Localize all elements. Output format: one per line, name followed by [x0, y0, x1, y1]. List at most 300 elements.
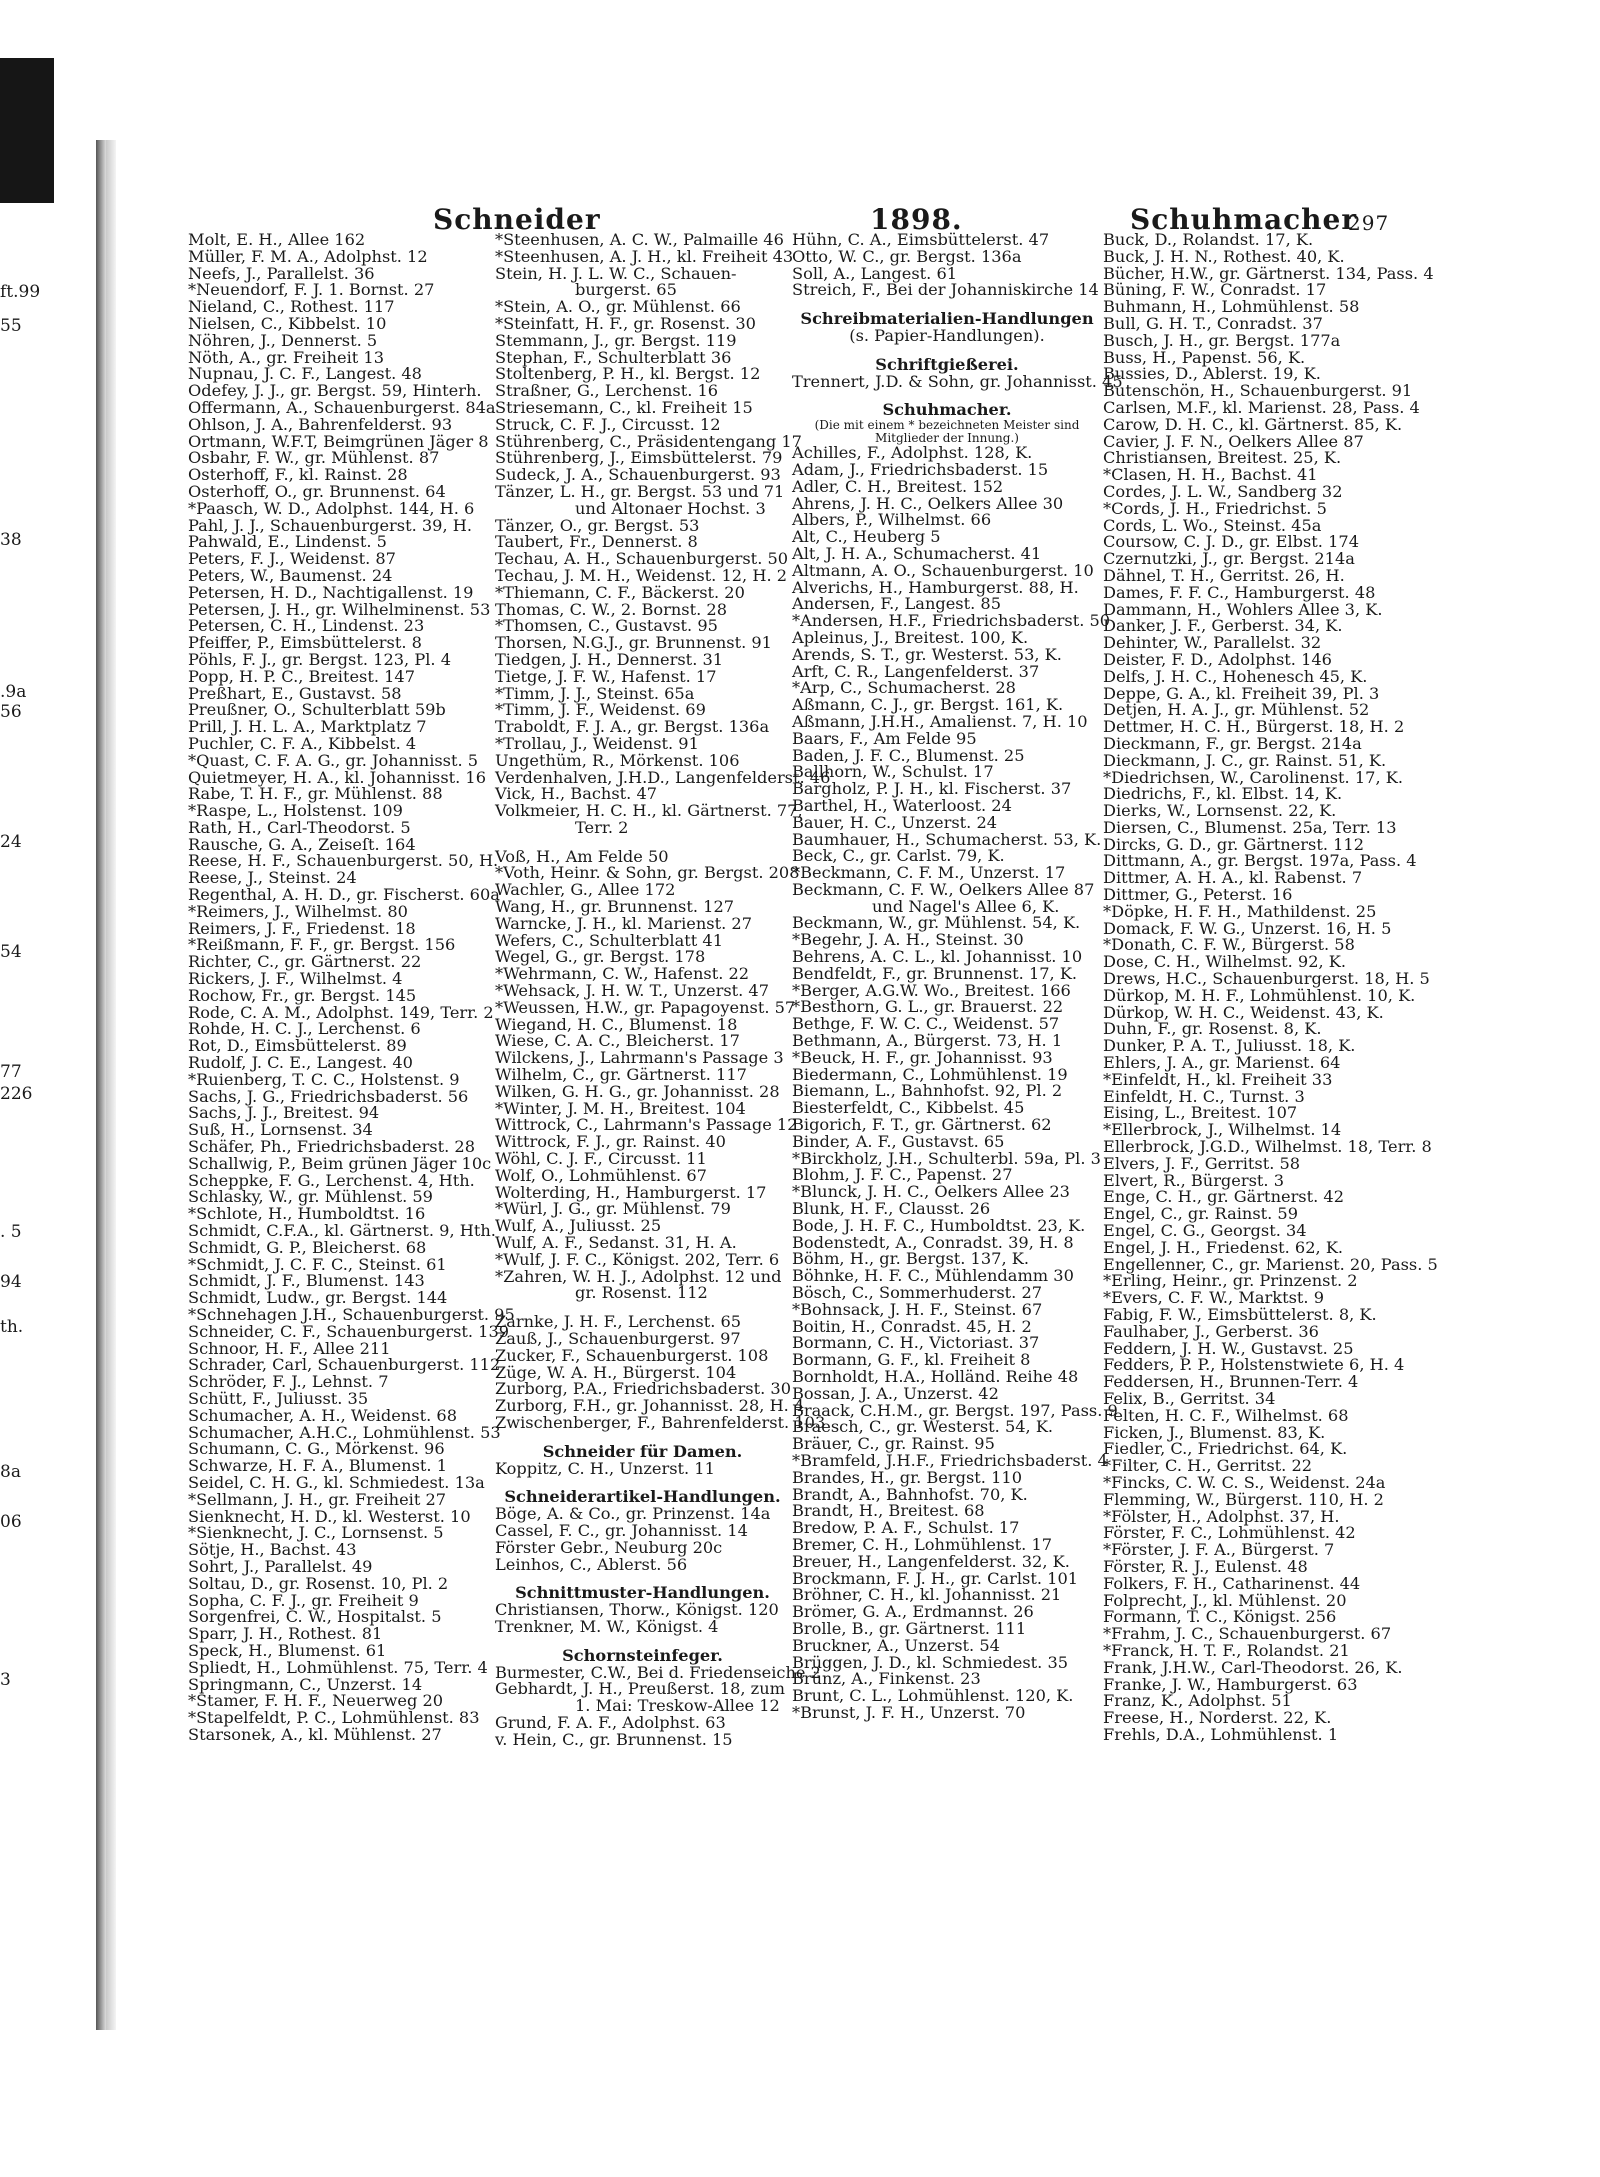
directory-entry: Carlsen, M.F., kl. Marienst. 28, Pass. 4 [1103, 397, 1420, 417]
directory-entry: Bormann, G. F., kl. Freiheit 8 [792, 1350, 1031, 1370]
directory-entry: Busch, J. H., gr. Bergst. 177a [1103, 330, 1341, 350]
directory-entry: Prill, J. H. L. A., Marktplatz 7 [188, 717, 427, 737]
page-gutter-edge [106, 140, 116, 2030]
directory-entry: Thorsen, N.G.J., gr. Brunnenst. 91 [495, 633, 772, 653]
directory-entry: Bösch, C., Sommerhuderst. 27 [792, 1283, 1043, 1303]
directory-entry: Braack, C.H.M., gr. Bergst. 197, Pass. 9 [792, 1400, 1118, 1420]
directory-entry: Buck, J. H. N., Rothest. 40, K. [1103, 246, 1345, 266]
directory-entry: *Ellerbrock, J., Wilhelmst. 14 [1103, 1120, 1342, 1140]
directory-entry: Baden, J. F. C., Blumenst. 25 [792, 745, 1025, 765]
directory-entry: *Weussen, H.W., gr. Papagoyenst. 57 [495, 997, 796, 1017]
directory-entry: Bornholdt, H.A., Holländ. Reihe 48 [792, 1367, 1079, 1386]
directory-entry: Buss, H., Papenst. 56, K. [1103, 347, 1306, 367]
directory-entry: Speck, H., Blumenst. 61 [188, 1640, 387, 1660]
directory-entry: Pahl, J. J., Schauenburgerst. 39, H. [188, 515, 473, 535]
directory-entry: Striesemann, C., kl. Freiheit 15 [495, 397, 753, 417]
directory-entry: Schütt, F., Juliusst. 35 [188, 1388, 369, 1408]
directory-entry: *Andersen, H.F., Friedrichsbaderst. 50 [792, 611, 1111, 631]
directory-entry: Hühn, C. A., Eimsbüttelerst. 47 [792, 230, 1050, 249]
directory-entry: Sienknecht, H. D., kl. Westerst. 10 [188, 1506, 471, 1526]
directory-entry: Soll, A., Langest. 61 [792, 263, 958, 283]
directory-entry: Formann, T. C., Königst. 256 [1103, 1607, 1337, 1627]
directory-entry: *Stamer, F. H. F., Neuerweg 20 [188, 1691, 444, 1711]
directory-entry: Enge, C. H., gr. Gärtnerst. 42 [1103, 1187, 1345, 1207]
directory-entry: Fedders, P. P., Holstenstwiete 6, H. 4 [1103, 1355, 1405, 1375]
directory-entry: Schumann, C. G., Mörkenst. 96 [188, 1439, 445, 1459]
directory-entry: *Filter, C. H., Gerritst. 22 [1103, 1456, 1313, 1476]
directory-entry: Schnoor, H. F., Allee 211 [188, 1338, 391, 1358]
directory-entry: *Reißmann, F. F., gr. Bergst. 156 [188, 935, 456, 955]
directory-entry: Ahrens, J. H. C., Oelkers Allee 30 [792, 493, 1064, 513]
directory-entry: Engel, C., gr. Rainst. 59 [1103, 1204, 1299, 1224]
directory-entry: Popp, H. P. C., Breitest. 147 [188, 666, 416, 686]
column-1 [188, 230, 515, 1744]
directory-entry: Wittrock, F. J., gr. Rainst. 40 [495, 1132, 726, 1152]
directory-entry: Wefers, C., Schulterblatt 41 [495, 930, 723, 950]
directory-entry: Schlasky, W., gr. Mühlenst. 59 [188, 1187, 433, 1207]
directory-entry: Regenthal, A. H. D., gr. Fischerst. 60a [188, 885, 500, 905]
directory-entry: *Diedrichsen, W., Carolinenst. 17, K. [1103, 767, 1403, 787]
directory-entry: Otto, W. C., gr. Bergst. 136a [792, 246, 1022, 266]
directory-entry: 1. Mai: Treskow-Allee 12 [575, 1696, 780, 1716]
directory-entry: Drews, H.C., Schauenburgerst. 18, H. 5 [1103, 969, 1430, 989]
directory-entry: Albers, P., Wilhelmst. 66 [792, 510, 992, 530]
directory-entry: *Clasen, H. H., Bachst. 41 [1103, 465, 1318, 485]
prev-page-fragment: . 5 [0, 1222, 22, 1242]
directory-entry: *Förster, J. F. A., Bürgerst. 7 [1103, 1540, 1335, 1560]
prev-page-fragment: .9a [0, 682, 27, 702]
directory-entry: Fiedler, C., Friedrichst. 64, K. [1103, 1439, 1348, 1459]
directory-entry: Dierks, W., Lornsenst. 22, K. [1103, 801, 1337, 821]
directory-entry: Ballhorn, W., Schulst. 17 [792, 762, 994, 782]
directory-entry: Ungethüm, R., Mörkenst. 106 [495, 750, 740, 770]
directory-entry: Brunt, C. L., Lohmühlenst. 120, K. [792, 1686, 1074, 1706]
directory-entry: Techau, A. H., Schauenburgerst. 50 [495, 549, 789, 569]
directory-entry: Biesterfeldt, C., Kibbelst. 45 [792, 1098, 1025, 1118]
prev-page-fragment: 226 [0, 1084, 33, 1104]
directory-entry: Arft, C. R., Langenfelderst. 37 [792, 661, 1040, 681]
directory-entry: Schwarze, H. F. A., Blumenst. 1 [188, 1456, 448, 1476]
directory-entry: Spliedt, H., Lohmühlenst. 75, Terr. 4 [188, 1657, 488, 1677]
directory-entry: Dettmer, H. C. H., Bürgerst. 18, H. 2 [1103, 717, 1405, 737]
directory-entry: *Beuck, H. F., gr. Johannisst. 93 [792, 1047, 1053, 1067]
directory-entry: Osterhoff, O., gr. Brunnenst. 64 [188, 481, 446, 501]
directory-entry: Baars, F., Am Felde 95 [792, 728, 977, 748]
directory-entry: Alt, J. H. A., Schumacherst. 41 [792, 543, 1042, 563]
directory-entry: Molt, E. H., Allee 162 [188, 230, 366, 249]
directory-entry: Quietmeyer, H. A., kl. Johannisst. 16 [188, 767, 487, 787]
directory-entry: *Brunst, J. F. H., Unzerst. 70 [792, 1702, 1026, 1722]
directory-entry: Osterhoff, F., kl. Rainst. 28 [188, 465, 408, 485]
directory-entry: Alt, C., Heuberg 5 [792, 527, 941, 547]
directory-entry: Beckmann, C. F. W., Oelkers Allee 87 [792, 879, 1095, 899]
directory-entry: *Wulf, J. F. C., Königst. 202, Terr. 6 [495, 1249, 780, 1269]
directory-entry: Sparr, J. H., Rothest. 81 [188, 1624, 383, 1644]
directory-entry: *Begehr, J. A. H., Steinst. 30 [792, 930, 1024, 950]
directory-entry: Starsonek, A., kl. Mühlenst. 27 [188, 1724, 442, 1744]
page-number: 297 [1348, 211, 1390, 235]
directory-entry: *Sellmann, J. H., gr. Freiheit 27 [188, 1489, 447, 1509]
directory-entry: Bull, G. H. T., Conradst. 37 [1103, 313, 1323, 333]
directory-entry: Flemming, W., Bürgerst. 110, H. 2 [1103, 1489, 1384, 1509]
directory-entry: Schallwig, P., Beim grünen Jäger 10c [188, 1153, 492, 1173]
directory-entry: *Timm, J. F., Weidenst. 69 [495, 700, 706, 720]
directory-entry: *Bramfeld, J.H.F., Friedrichsbaderst. 4 [792, 1450, 1108, 1470]
directory-entry: Stephan, F., Schulterblatt 36 [495, 347, 732, 367]
prev-page-fragment: 24 [0, 832, 22, 852]
directory-entry: Folprecht, J., kl. Mühlenst. 20 [1103, 1590, 1347, 1610]
directory-entry: Engel, J. H., Friedenst. 62, K. [1103, 1237, 1344, 1257]
directory-entry: *Würl, J. G., gr. Mühlenst. 79 [495, 1199, 731, 1219]
directory-entry: Wilken, G. H. G., gr. Johannisst. 28 [495, 1081, 780, 1101]
directory-entry: *Franck, H. T. F., Rolandst. 21 [1103, 1640, 1350, 1660]
directory-entry: Bauer, H. C., Unzerst. 24 [792, 812, 998, 832]
directory-entry: Rath, H., Carl-Theodorst. 5 [188, 817, 411, 837]
directory-entry: Dose, C. H., Wilhelmst. 92, K. [1103, 952, 1347, 972]
section-heading: Schneiderartikel-Handlungen. [504, 1487, 781, 1507]
directory-entry: Preßhart, E., Gustavst. 58 [188, 683, 402, 703]
directory-entry: *Frahm, J. C., Schauenburgerst. 67 [1103, 1624, 1392, 1644]
directory-entry: Blohm, J. F. C., Papenst. 27 [792, 1165, 1013, 1185]
directory-entry: Buhmann, H., Lohmühlenst. 58 [1103, 297, 1360, 317]
column-2 [495, 230, 831, 1749]
directory-entry: Osbahr, F. W., gr. Mühlenst. 87 [188, 448, 440, 468]
directory-entry: Wachler, G., Allee 172 [495, 880, 676, 900]
directory-entry: Trennert, J.D. & Sohn, gr. Johannisst. 45 [792, 371, 1123, 391]
directory-entry: *Cords, J. H., Friedrichst. 5 [1103, 498, 1327, 518]
directory-entry: Feddersen, H., Brunnen-Terr. 4 [1103, 1372, 1359, 1392]
header-year: 1898. [870, 203, 963, 236]
directory-entry: Dehinter, W., Parallelst. 32 [1103, 633, 1322, 653]
page-gutter [96, 140, 106, 2030]
directory-entry: und Altonaer Hochst. 3 [575, 498, 766, 518]
directory-entry: Cordes, J. L. W., Sandberg 32 [1103, 481, 1343, 501]
directory-entry: Rot, D., Eimsbüttelerst. 89 [188, 1036, 407, 1056]
section-heading: Schuhmacher. [882, 400, 1012, 420]
directory-entry: Struck, C. F. J., Circusst. 12 [495, 414, 721, 434]
directory-entry: *Stein, A. O., gr. Mühlenst. 66 [495, 297, 741, 317]
directory-entry: Franke, J. W., Hamburgerst. 63 [1103, 1674, 1358, 1694]
directory-entry: Förster, R. J., Eulenst. 48 [1103, 1556, 1308, 1576]
directory-entry: Wulf, A., Juliusst. 25 [495, 1216, 662, 1236]
directory-entry: Adler, C. H., Breitest. 152 [792, 476, 1004, 496]
directory-entry: Faulhaber, J., Gerberst. 36 [1103, 1321, 1319, 1341]
directory-entry: Wittrock, C., Lahrmann's Passage 12 [495, 1115, 798, 1135]
directory-entry: Traboldt, F. J. A., gr. Bergst. 136a [495, 717, 770, 737]
directory-entry: Bredow, P. A. F., Schulst. 17 [792, 1518, 1020, 1538]
prev-page-fragment: 55 [0, 316, 22, 336]
directory-entry: Beckmann, W., gr. Mühlenst. 54, K. [792, 913, 1081, 933]
directory-entry: Rochow, Fr., gr. Bergst. 145 [188, 985, 417, 1005]
directory-entry: Diedrichs, F., kl. Elbst. 14, K. [1103, 784, 1343, 804]
directory-entry: *Birckholz, J.H., Schulterbl. 59a, Pl. 3 [792, 1148, 1101, 1168]
directory-entry: *Einfeldt, H., kl. Freiheit 33 [1103, 1069, 1333, 1089]
directory-entry: Böhm, H., gr. Bergst. 137, K. [792, 1249, 1029, 1269]
directory-entry: Bröhner, C. H., kl. Johannisst. 21 [792, 1585, 1062, 1605]
directory-entry: Brandt, A., Bahnhofst. 70, K. [792, 1484, 1028, 1504]
directory-entry: Achilles, F., Adolphst. 128, K. [792, 443, 1033, 463]
directory-entry: Sachs, J. G., Friedrichsbaderst. 56 [188, 1086, 469, 1106]
directory-entry: *Schnehagen J.H., Schauenburgerst. 95 [188, 1305, 515, 1324]
directory-entry: Bendfeldt, F., gr. Brunnenst. 17, K. [792, 963, 1078, 983]
directory-entry: Dammann, H., Wohlers Allee 3, K. [1103, 599, 1383, 619]
directory-entry: Schmidt, Ludw., gr. Bergst. 144 [188, 1288, 448, 1308]
directory-entry: Tänzer, O., gr. Bergst. 53 [495, 515, 700, 535]
section-heading: Schneider für Damen. [542, 1441, 743, 1461]
directory-entry: Dircks, G. D., gr. Gärtnerst. 112 [1103, 834, 1365, 854]
prev-page-fragment: 56 [0, 702, 22, 722]
directory-entry: *Wehrmann, C. W., Hafenst. 22 [495, 964, 750, 984]
directory-entry: Bossan, J. A., Unzerst. 42 [792, 1383, 999, 1403]
directory-entry: Ficken, J., Blumenst. 83, K. [1103, 1422, 1326, 1442]
directory-entry: *Quast, C. F. A. G., gr. Johannisst. 5 [188, 750, 479, 770]
section-heading: Schnittmuster-Handlungen. [515, 1583, 770, 1603]
directory-entry: Petersen, H. D., Nachtigallenst. 19 [188, 582, 474, 602]
directory-entry: Bräuer, C., gr. Rainst. 95 [792, 1434, 995, 1454]
directory-entry: Bussies, D., Ablerst. 19, K. [1103, 364, 1321, 384]
directory-entry: Dieckmann, J. C., gr. Rainst. 51, K. [1103, 750, 1387, 770]
directory-entry: Wöhl, C. J. F., Circusst. 11 [495, 1149, 707, 1169]
prev-page-fragment: 54 [0, 942, 22, 962]
directory-entry: Dittmer, G., Peterst. 16 [1103, 885, 1293, 905]
directory-entry: Dames, F. F. C., Hamburgerst. 48 [1103, 582, 1376, 602]
directory-entry: Brandes, H., gr. Bergst. 110 [792, 1467, 1022, 1487]
directory-entry: Wolf, O., Lohmühlenst. 67 [495, 1165, 707, 1185]
directory-entry: Ehlers, J. A., gr. Marienst. 64 [1103, 1053, 1341, 1073]
directory-entry: *Reimers, J., Wilhelmst. 80 [188, 901, 408, 921]
directory-entry: *Steinfatt, H. F., gr. Rosenst. 30 [495, 313, 756, 333]
directory-entry: Rudolf, J. C. E., Langest. 40 [188, 1053, 413, 1073]
directory-entry: Adam, J., Friedrichsbaderst. 15 [792, 459, 1049, 479]
directory-entry: Schmidt, J. F., Blumenst. 143 [188, 1271, 425, 1291]
directory-entry: Sachs, J. J., Breitest. 94 [188, 1103, 380, 1123]
directory-entry: gr. Rosenst. 112 [575, 1283, 708, 1303]
directory-entry: *Zahren, W. H. J., Adolphst. 12 und [495, 1266, 782, 1286]
directory-entry: Warncke, J. H., kl. Marienst. 27 [495, 913, 752, 933]
directory-entry: Zurborg, P.A., Friedrichsbaderst. 30 [495, 1379, 791, 1399]
directory-entry: Preußner, O., Schulterblatt 59b [188, 700, 446, 720]
directory-entry: Bethge, F. W. C. C., Weidenst. 57 [792, 1014, 1060, 1034]
directory-entry: Arends, S. T., gr. Westerst. 53, K. [792, 644, 1062, 664]
directory-entry: Thomas, C. W., 2. Bornst. 28 [495, 599, 728, 619]
directory-entry: Frehls, D.A., Lohmühlenst. 1 [1103, 1724, 1339, 1744]
directory-entry: Fabig, F. W., Eimsbüttelerst. 8, K. [1103, 1305, 1377, 1324]
prev-page-fragment: 06 [0, 1512, 22, 1532]
directory-entry: Bodenstedt, A., Conradst. 39, H. 8 [792, 1232, 1074, 1252]
directory-entry: Grund, F. A. F., Adolphst. 63 [495, 1712, 726, 1732]
directory-entry: Koppitz, C. H., Unzerst. 11 [495, 1458, 715, 1478]
directory-entry: Bruckner, A., Unzerst. 54 [792, 1635, 1000, 1655]
directory-entry: Volkmeier, H. C. H., kl. Gärtnerst. 77, [495, 801, 803, 821]
directory-entry: Dittmer, A. H. A., kl. Rabenst. 7 [1103, 868, 1363, 888]
directory-entry: Schröder, F. J., Lehnst. 7 [188, 1372, 389, 1392]
directory-entry: Brünz, A., Finkenst. 23 [792, 1669, 981, 1689]
directory-entry: Biedermann, C., Lohmühlenst. 19 [792, 1064, 1068, 1084]
directory-entry: *Wehsack, J. H. W. T., Unzerst. 47 [495, 981, 770, 1001]
directory-entry: Reese, H. F., Schauenburgerst. 50, H. [188, 851, 499, 871]
directory-entry: Aßmann, C. J., gr. Bergst. 161, K. [792, 695, 1064, 715]
directory-entry: Brockmann, F. J. H., gr. Carlst. 101 [792, 1568, 1079, 1588]
directory-entry: Stührenberg, J., Eimsbüttelerst. 79 [495, 448, 783, 468]
section-heading: Schriftgießerei. [875, 354, 1019, 374]
directory-entry: Neefs, J., Parallelst. 36 [188, 263, 375, 283]
directory-entry: Springmann, C., Unzerst. 14 [188, 1674, 423, 1694]
directory-entry: Richter, C., gr. Gärtnerst. 22 [188, 952, 422, 972]
directory-entry: Züge, W. A. H., Bürgerst. 104 [495, 1362, 737, 1382]
directory-entry: Sorgenfrei, C. W., Hospitalst. 5 [188, 1607, 442, 1627]
directory-entry: *Evers, C. F. W., Marktst. 9 [1103, 1288, 1324, 1308]
directory-entry: Offermann, A., Schauenburgerst. 84a [188, 397, 496, 417]
directory-entry: Danker, J. F., Gerberst. 34, K. [1103, 616, 1343, 636]
directory-entry: Nielsen, C., Kibbelst. 10 [188, 313, 387, 333]
directory-entry: Altmann, A. O., Schauenburgerst. 10 [792, 560, 1094, 580]
directory-entry: Cassel, F. C., gr. Johannisst. 14 [495, 1520, 748, 1540]
directory-entry: Bücher, H.W., gr. Gärtnerst. 134, Pass. 4 [1103, 263, 1434, 283]
directory-entry: Burmester, C.W., Bei d. Friedenseiche 2 [495, 1662, 821, 1682]
directory-entry: *Raspe, L., Holstenst. 109 [188, 801, 403, 821]
directory-entry: Braesch, C., gr. Westerst. 54, K. [792, 1417, 1054, 1437]
directory-entry: Reese, J., Steinst. 24 [188, 868, 357, 888]
directory-entry: *Blunck, J. H. C., Oelkers Allee 23 [792, 1182, 1070, 1202]
directory-entry: *Donath, C. F. W., Bürgerst. 58 [1103, 935, 1355, 955]
column-3 [792, 230, 1123, 1722]
directory-entry: Dürkop, W. H. C., Weidenst. 43, K. [1103, 1002, 1384, 1022]
directory-entry: Christiansen, Breitest. 25, K. [1103, 448, 1342, 468]
directory-entry: Puchler, C. F. A., Kibbelst. 4 [188, 733, 417, 753]
directory-entry: Peters, F. J., Weidenst. 87 [188, 549, 396, 569]
directory-entry: Behrens, A. C. L., kl. Johannisst. 10 [792, 947, 1083, 967]
directory-entry: Deister, F. D., Adolphst. 146 [1103, 649, 1332, 669]
directory-entry: Müller, F. M. A., Adolphst. 12 [188, 246, 428, 266]
directory-entry: Nupnau, J. C. F., Langest. 48 [188, 364, 422, 384]
directory-entry: Barthel, H., Waterloost. 24 [792, 795, 1012, 815]
section-heading: Schornsteinfeger. [562, 1645, 723, 1665]
directory-entry: Zauß, J., Schauenburgerst. 97 [495, 1329, 741, 1348]
directory-entry: Schäfer, Ph., Friedrichsbaderst. 28 [188, 1137, 476, 1157]
directory-entry: Dunker, P. A. T., Juliusst. 18, K. [1103, 1036, 1356, 1056]
directory-entry: Zucker, F., Schauenburgerst. 108 [495, 1345, 769, 1365]
directory-entry: Stein, H. J. L. W. C., Schauen- [495, 263, 737, 283]
directory-entry: Engel, C. G., Georgst. 34 [1103, 1221, 1307, 1241]
directory-entry: Boitin, H., Conradst. 45, H. 2 [792, 1316, 1032, 1336]
prev-page-fragment: 3 [0, 1670, 11, 1690]
directory-entry: Frank, J.H.W., Carl-Theodorst. 26, K. [1103, 1657, 1403, 1677]
directory-entry: Voß, H., Am Felde 50 [495, 846, 669, 866]
directory-entry: Wiegand, H. C., Blumenst. 18 [495, 1014, 738, 1034]
column-4 [1103, 230, 1438, 1744]
directory-entry: Folkers, F. H., Catharinenst. 44 [1103, 1573, 1361, 1593]
directory-entry: Petersen, C. H., Lindenst. 23 [188, 616, 425, 636]
directory-entry: Elvers, J. F., Gerritst. 58 [1103, 1153, 1301, 1173]
directory-entry: Stührenberg, C., Präsidentengang 17 [495, 431, 802, 451]
prev-page-fragment: 94 [0, 1272, 22, 1292]
directory-entry: Wolterding, H., Hamburgerst. 17 [495, 1182, 767, 1202]
directory-entry: Taubert, Fr., Dennerst. 8 [495, 532, 698, 552]
directory-entry: v. Hein, C., gr. Brunnenst. 15 [495, 1729, 733, 1749]
directory-entry: Apleinus, J., Breitest. 100, K. [792, 627, 1029, 647]
directory-entry: *Voth, Heinr. & Sohn, gr. Bergst. 208 [495, 863, 800, 883]
directory-entry: *Arp, C., Schumacherst. 28 [792, 678, 1016, 698]
header-left-keyword: Schneider [433, 203, 601, 236]
directory-entry: Bigorich, F. T., gr. Gärtnerst. 62 [792, 1115, 1052, 1135]
directory-entry: Ohlson, J. A., Bahrenfelderst. 93 [188, 414, 453, 434]
directory-entry: Baumhauer, H., Schumacherst. 53, K. [792, 829, 1102, 849]
directory-entry: Elvert, R., Bürgerst. 3 [1103, 1170, 1285, 1190]
directory-entry: Terr. 2 [575, 817, 629, 837]
directory-entry: Leinhos, C., Ablerst. 56 [495, 1554, 688, 1574]
directory-entry: Christiansen, Thorw., Königst. 120 [495, 1600, 779, 1620]
directory-entry: Beck, C., gr. Carlst. 79, K. [792, 846, 1005, 866]
directory-entry: *Schlote, H., Humboldtst. 16 [188, 1204, 426, 1224]
directory-entry: Gebhardt, J. H., Preußerst. 18, zum [495, 1679, 785, 1699]
directory-entry: Rickers, J. F., Wilhelmst. 4 [188, 969, 403, 989]
prev-page-fragment: 77 [0, 1062, 22, 1082]
directory-entry: Brolle, B., gr. Gärtnerst. 111 [792, 1618, 1027, 1638]
directory-entry: Nöhren, J., Dennerst. 5 [188, 330, 378, 350]
directory-entry: Wang, H., gr. Brunnenst. 127 [495, 897, 735, 917]
directory-entry: Pahwald, E., Lindenst. 5 [188, 532, 387, 552]
directory-entry: Nieland, C., Rothest. 117 [188, 297, 395, 317]
directory-entry: Stemmann, J., gr. Bergst. 119 [495, 330, 737, 350]
directory-entry: Blunk, H. F., Clausst. 26 [792, 1199, 991, 1219]
directory-entry: Tietge, J. F. W., Hafenst. 17 [495, 666, 717, 686]
directory-entry: *Winter, J. M. H., Breitest. 104 [495, 1098, 746, 1118]
directory-entry: *Stapelfeldt, P. C., Lohmühlenst. 83 [188, 1708, 480, 1728]
directory-entry: *Steenhusen, A. C. W., Palmaille 46 [495, 230, 784, 249]
directory-entry: Schneider, C. F., Schauenburgerst. 139 [188, 1321, 510, 1341]
directory-entry: Zurborg, F.H., gr. Johannisst. 28, H. 4 [495, 1396, 805, 1416]
directory-entry: Pöhls, F. J., gr. Bergst. 123, Pl. 4 [188, 649, 451, 669]
section-note: Mitglieder der Innung.) [875, 431, 1019, 446]
directory-entry: Straßner, G., Lerchenst. 16 [495, 381, 719, 401]
directory-entry: Odefey, J. J., gr. Bergst. 59, Hinterh. [188, 381, 482, 401]
directory-entry: Böge, A. & Co., gr. Prinzenst. 14a [495, 1504, 771, 1524]
prev-page-fragment: 8a [0, 1462, 21, 1482]
directory-entry: *Neuendorf, F. J. 1. Bornst. 27 [188, 280, 435, 300]
directory-entry: Delfs, J. H. C., Hohenesch 45, K. [1103, 666, 1368, 686]
directory-entry: Verdenhalven, J.H.D., Langenfelderst. 46 [495, 767, 831, 787]
directory-entry: Bormann, C. H., Victoriast. 37 [792, 1333, 1040, 1353]
directory-entry: Ellerbrock, J.G.D., Wilhelmst. 18, Terr. 8 [1103, 1137, 1432, 1157]
directory-entry: Rausche, G. A., Zeiseſt. 164 [188, 834, 416, 854]
directory-entry: Einfeldt, H. C., Turnst. 3 [1103, 1086, 1305, 1106]
section-note: (Die mit einem * bezeichneten Meister sind [814, 418, 1080, 433]
directory-entry: Zwischenberger, F., Bahrenfelderst. 103 [495, 1412, 826, 1432]
directory-entry: Streich, F., Bei der Johanniskirche 14 [792, 280, 1099, 300]
directory-entry: Engellenner, C., gr. Marienst. 20, Pass. 5 [1103, 1254, 1438, 1274]
directory-entry: Schmidt, G. P., Bleicherst. 68 [188, 1237, 427, 1257]
directory-entry: Diersen, C., Blumenst. 25a, Terr. 13 [1103, 817, 1397, 837]
directory-entry: *Thomsen, C., Gustavst. 95 [495, 616, 718, 636]
directory-entry: Dähnel, T. H., Gerritst. 26, H. [1103, 565, 1345, 585]
directory-entry: Vick, H., Bachst. 47 [495, 784, 658, 804]
directory-entry: *Fölster, H., Adolphst. 37, H. [1103, 1506, 1340, 1526]
directory-entry: Alverichs, H., Hamburgerst. 88, H. [792, 577, 1079, 597]
directory-entry: Sopha, C. F. J., gr. Freiheit 9 [188, 1590, 419, 1610]
directory-entry: *Fincks, C. W. C. S., Weidenst. 24a [1103, 1472, 1386, 1492]
directory-entry: Brüggen, J. D., kl. Schmiedest. 35 [792, 1652, 1069, 1672]
directory-entry: Sötje, H., Bachst. 43 [188, 1540, 357, 1560]
directory-entry: Schrader, Carl, Schauenburgerst. 112 [188, 1355, 501, 1375]
directory-entry: Domack, F. W. G., Unzerst. 16, H. 5 [1103, 918, 1392, 938]
directory-entry: Seidel, C. H. G., kl. Schmiedest. 13a [188, 1472, 485, 1492]
directory-entry: *Besthorn, G. L., gr. Brauerst. 22 [792, 997, 1064, 1017]
directory-entry: Rohde, H. C. J., Lerchenst. 6 [188, 1019, 421, 1039]
directory-entry: Peters, W., Baumenst. 24 [188, 565, 393, 585]
directory-entry: Cavier, J. F. N., Oelkers Allee 87 [1103, 431, 1364, 451]
directory-entry: Andersen, F., Langest. 85 [792, 594, 1002, 614]
directory-entry: *Döpke, H. F. H., Mathildenst. 25 [1103, 901, 1377, 921]
